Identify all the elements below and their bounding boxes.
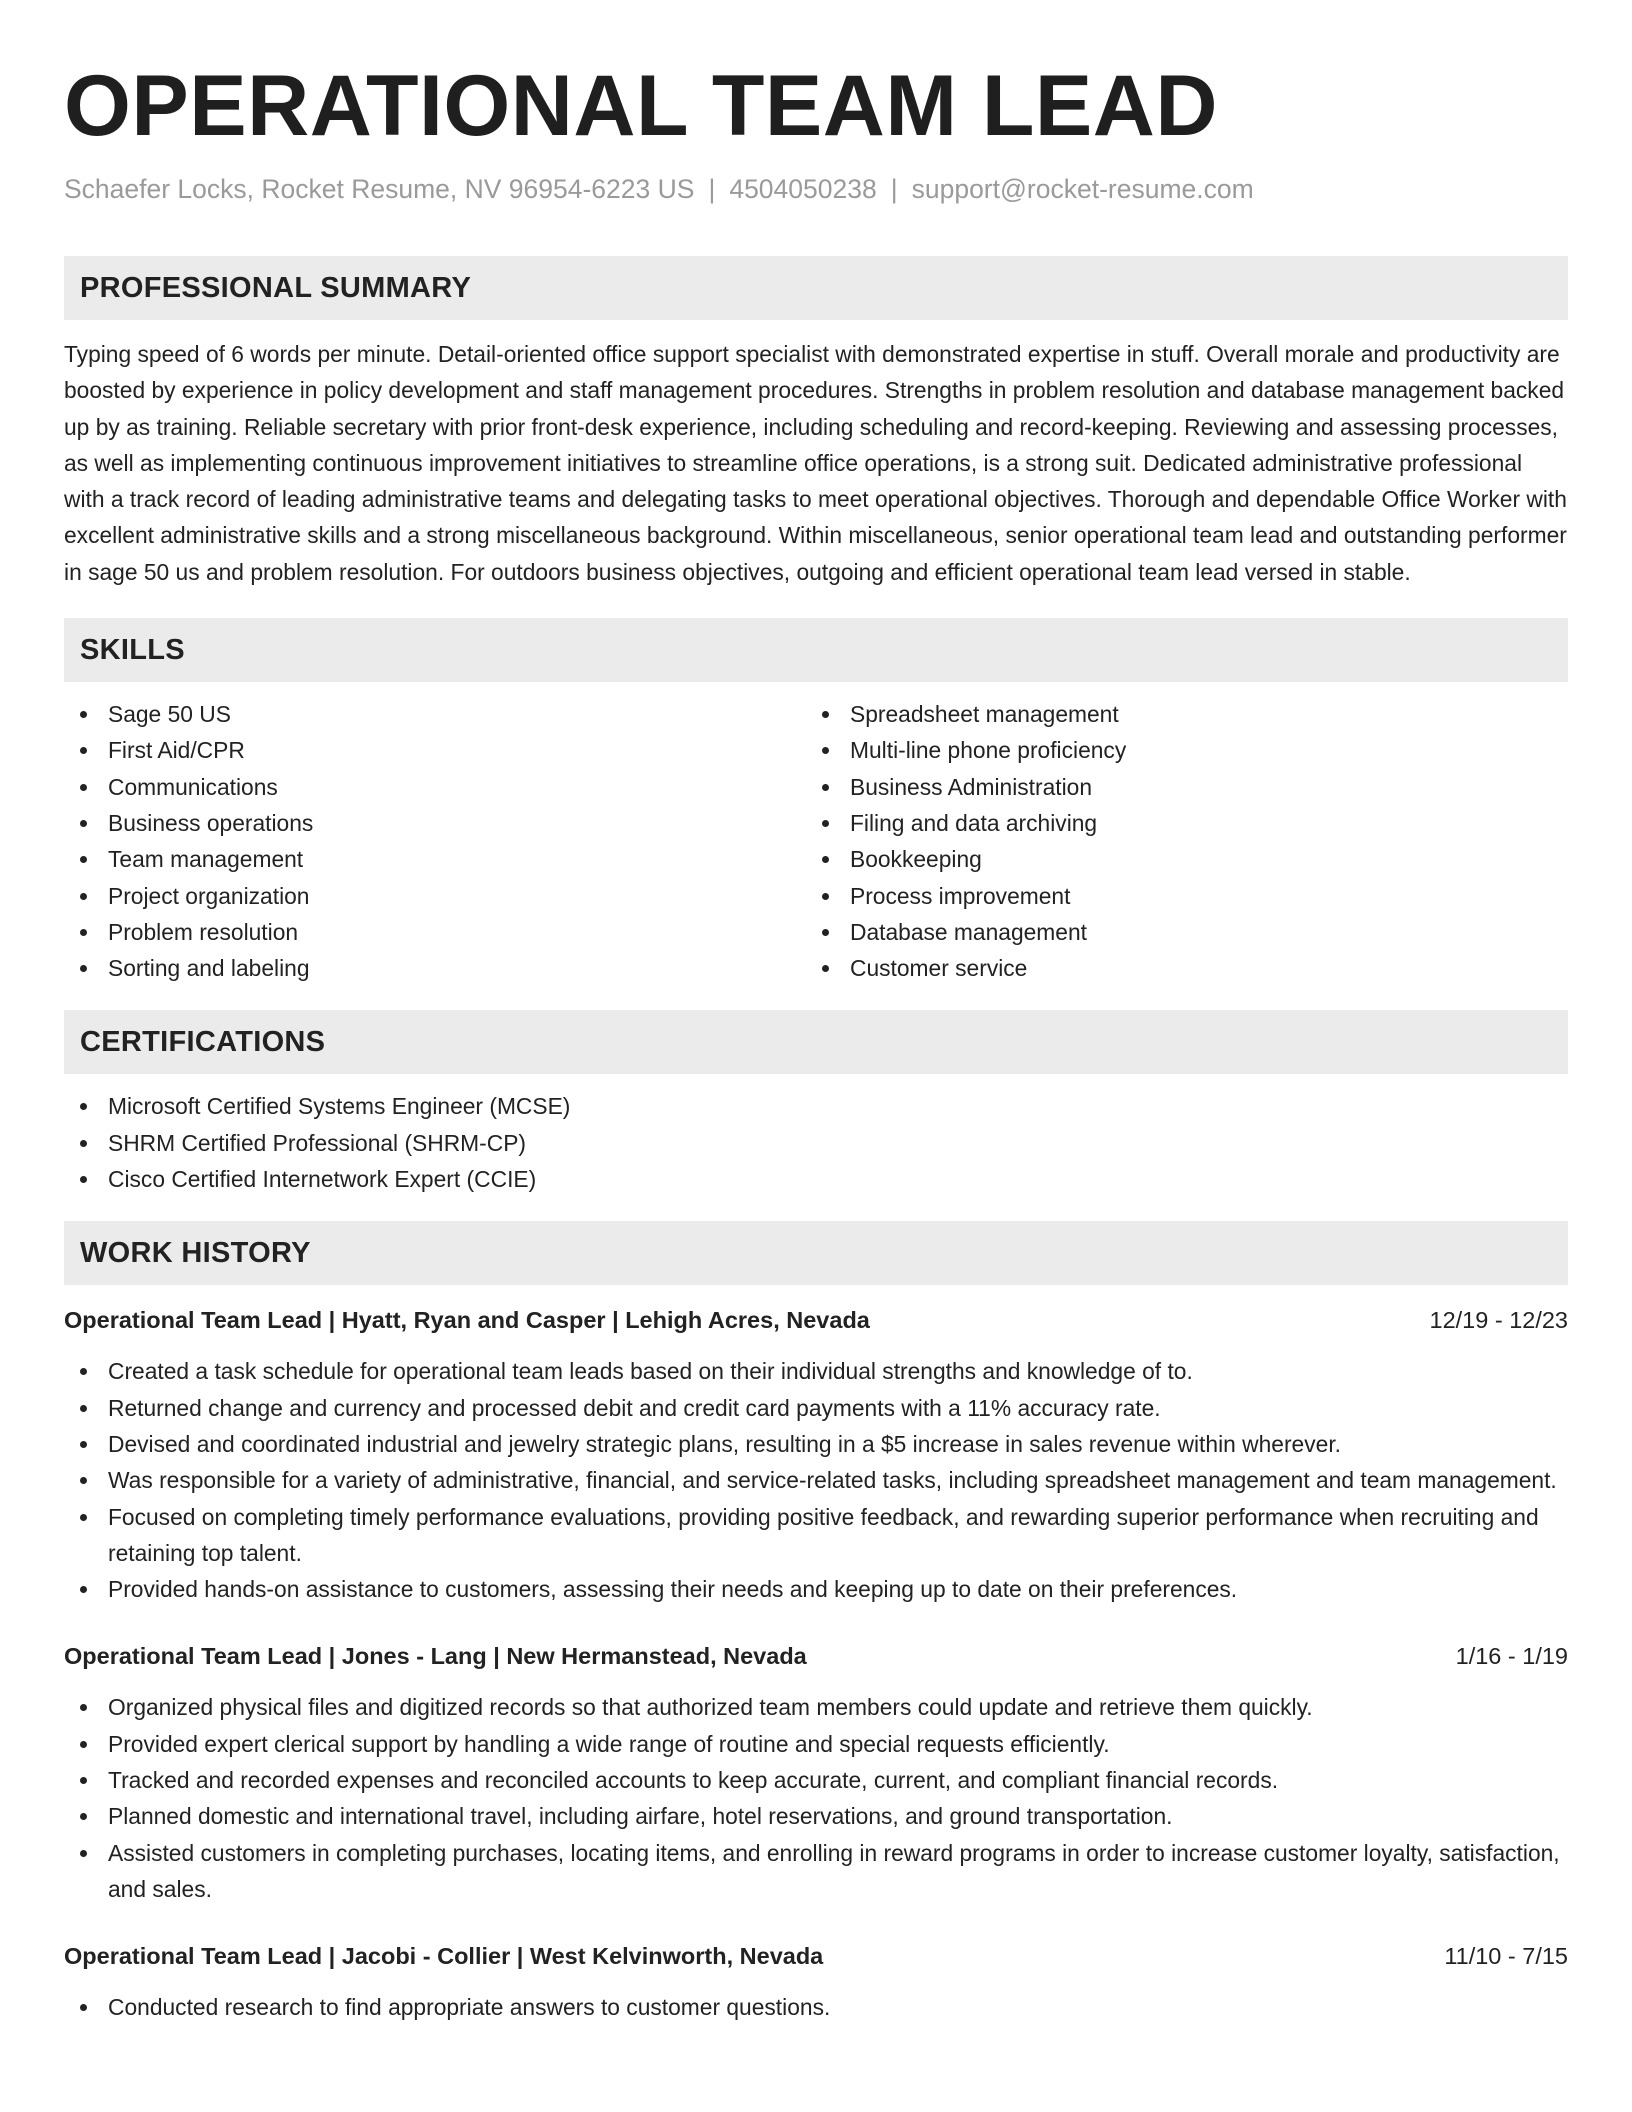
- job-duty: Was responsible for a variety of administrative, financial, and service-related tasks, including spreadsheet management and team management.: [64, 1462, 1568, 1498]
- contact-line: [64, 172, 1568, 206]
- job-duty: Focused on completing timely performance evaluations, providing positive feedback, and rewarding superior performance when recruiting and retaining top talent.: [64, 1499, 1568, 1572]
- skill-item: Multi-line phone proficiency: [806, 732, 1548, 768]
- job-header: [64, 1939, 1568, 1973]
- work-history-heading: WORK HISTORY: [64, 1221, 1568, 1285]
- skill-item: Sorting and labeling: [64, 950, 806, 986]
- skill-item: Sage 50 US: [64, 696, 806, 732]
- job-duty: Provided hands-on assistance to customers, assessing their needs and keeping up to date on their preferences.: [64, 1571, 1568, 1607]
- skill-item: Team management: [64, 841, 806, 877]
- skill-item: First Aid/CPR: [64, 732, 806, 768]
- skill-item: Problem resolution: [64, 914, 806, 950]
- certification-item: SHRM Certified Professional (SHRM-CP): [64, 1125, 1568, 1161]
- contact-address: Schaefer Locks, Rocket Resume, NV 96954-6223 US: [64, 174, 695, 204]
- skill-item: Business operations: [64, 805, 806, 841]
- job-header: [64, 1303, 1568, 1337]
- contact-separator: |: [708, 174, 716, 204]
- skill-item: Process improvement: [806, 878, 1548, 914]
- job-dates: 11/10 - 7/15: [1444, 1943, 1568, 1970]
- job-duties: [64, 1989, 1568, 2025]
- job-title: Operational Team Lead | Jacobi - Collier | West Kelvinworth, Nevada: [64, 1943, 824, 1970]
- job-header: [64, 1639, 1568, 1673]
- job-duty: Returned change and currency and processed debit and credit card payments with a 11% accuracy rate.: [64, 1390, 1568, 1426]
- skill-item: Business Administration: [806, 769, 1548, 805]
- certifications-list: [64, 1088, 1568, 1197]
- skill-item: Spreadsheet management: [806, 696, 1548, 732]
- skills-list-right: [806, 696, 1548, 986]
- job-duty: Conducted research to find appropriate answers to customer questions.: [64, 1989, 1568, 2025]
- job-duty: Tracked and recorded expenses and reconciled accounts to keep accurate, current, and compliant financial records.: [64, 1762, 1568, 1798]
- job-title: Operational Team Lead | Hyatt, Ryan and Casper | Lehigh Acres, Nevada: [64, 1307, 870, 1334]
- job-dates: 1/16 - 1/19: [1455, 1643, 1568, 1670]
- contact-separator: |: [890, 174, 898, 204]
- summary-text: Typing speed of 6 words per minute. Detail-oriented office support specialist with demonstrated expertise in stuff. Overall morale and productivity are boosted by experience in policy development and staff management procedures. Strengths in problem resolution and database management backed up by as training. Reliable secretary with prior front-desk experience, including scheduling and record-keeping. Reviewing and assessing processes, as well as implementing continuous improvement initiatives to streamline office operations, is a strong suit. Dedicated administrative professional with a track record of leading administrative teams and delegating tasks to meet operational objectives. Thorough and dependable Office Worker with excellent administrative skills and a strong miscellaneous background. Within miscellaneous, senior operational team lead and outstanding performer in sage 50 us and problem resolution. For outdoors business objectives, outgoing and efficient operational team lead versed in stable.: [64, 341, 1567, 585]
- job-entry: [64, 1303, 1568, 1607]
- contact-email: support@rocket-resume.com: [911, 174, 1254, 204]
- skills-heading: SKILLS: [64, 618, 1568, 682]
- contact-phone: 4504050238: [729, 174, 877, 204]
- job-duty: Created a task schedule for operational team leads based on their individual strengths and knowledge of to.: [64, 1353, 1568, 1389]
- job-duty: Provided expert clerical support by handling a wide range of routine and special requests efficiently.: [64, 1726, 1568, 1762]
- skills-columns: [64, 696, 1568, 986]
- certification-item: Cisco Certified Internetwork Expert (CCIE): [64, 1161, 1568, 1197]
- job-duties: [64, 1353, 1568, 1607]
- skill-item: Customer service: [806, 950, 1548, 986]
- job-entry: [64, 1939, 1568, 2025]
- resume-title: OPERATIONAL TEAM LEAD: [64, 58, 1218, 154]
- skill-item: Project organization: [64, 878, 806, 914]
- skill-item: Bookkeeping: [806, 841, 1548, 877]
- job-duty: Organized physical files and digitized records so that authorized team members could update and retrieve them quickly.: [64, 1689, 1568, 1725]
- certification-item: Microsoft Certified Systems Engineer (MCSE): [64, 1088, 1568, 1124]
- job-duties: [64, 1689, 1568, 1907]
- skill-item: Filing and data archiving: [806, 805, 1548, 841]
- skill-item: Database management: [806, 914, 1548, 950]
- job-duty: Planned domestic and international travel, including airfare, hotel reservations, and ground transportation.: [64, 1798, 1568, 1834]
- resume-page: [64, 56, 1568, 2026]
- certifications-heading: CERTIFICATIONS: [64, 1010, 1568, 1074]
- job-duty: Devised and coordinated industrial and jewelry strategic plans, resulting in a $5 increase in sales revenue within wherever.: [64, 1426, 1568, 1462]
- job-dates: 12/19 - 12/23: [1429, 1307, 1568, 1334]
- skill-item: Communications: [64, 769, 806, 805]
- skills-list-left: [64, 696, 806, 986]
- job-duty: Assisted customers in completing purchases, locating items, and enrolling in reward programs in order to increase customer loyalty, satisfaction, and sales.: [64, 1835, 1568, 1908]
- job-entry: [64, 1639, 1568, 1907]
- job-title: Operational Team Lead | Jones - Lang | New Hermanstead, Nevada: [64, 1643, 807, 1670]
- summary-heading: PROFESSIONAL SUMMARY: [64, 256, 1568, 320]
